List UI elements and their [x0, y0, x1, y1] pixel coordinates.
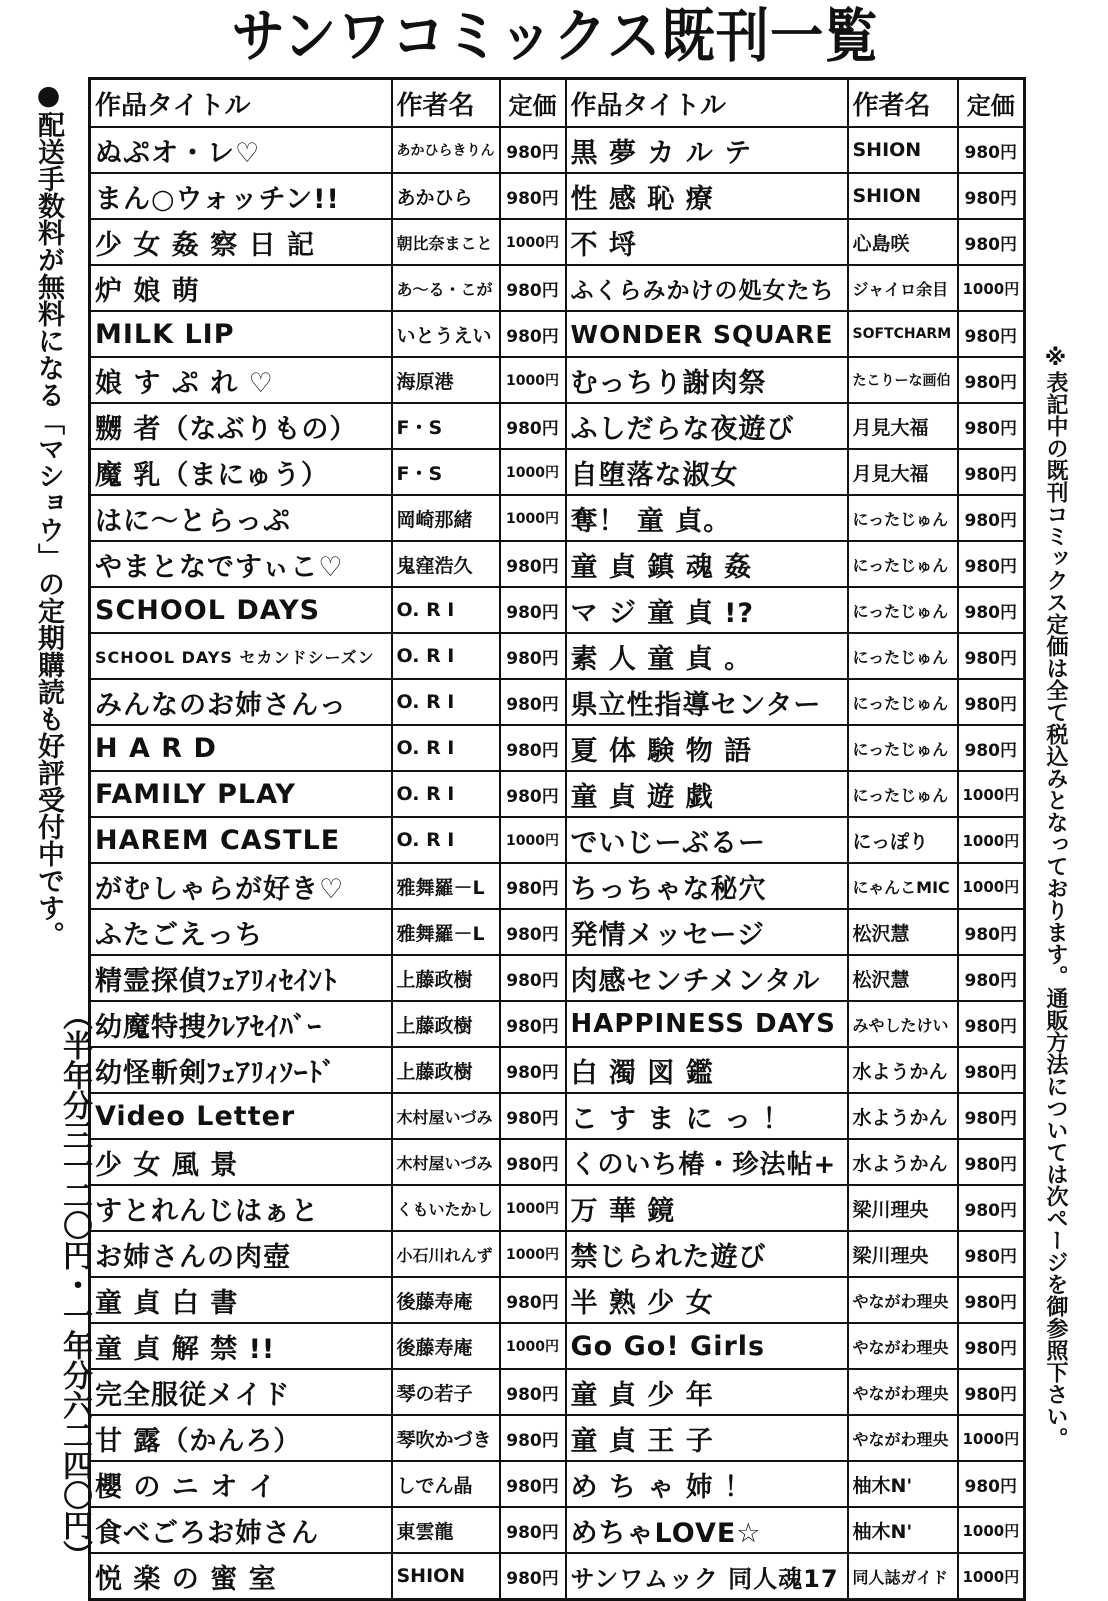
page-title: サンワコミックス既刊一覧 — [231, 2, 879, 70]
table-row — [90, 127, 1025, 173]
title-cell: 炉 娘 萌 — [90, 265, 392, 311]
title-cell: 娘 す ぷ れ ♡ — [90, 357, 392, 403]
price-cell: 980円 — [500, 587, 566, 633]
author-cell: F・S — [392, 449, 500, 495]
title-cell: でいじーぶるー — [566, 817, 848, 863]
author-cell: にゃんこMIC — [848, 863, 958, 909]
author-cell: あ～る・こが — [392, 265, 500, 311]
table-row — [90, 311, 1025, 357]
comics-catalog-table — [88, 77, 1026, 1601]
author-cell: やながわ理央 — [848, 1277, 958, 1323]
header-price: 定価 — [500, 79, 566, 128]
title-cell: 不 埒 — [566, 219, 848, 265]
price-cell: 980円 — [958, 1093, 1025, 1139]
author-cell: にったじゅん — [848, 587, 958, 633]
author-cell: 松沢慧 — [848, 955, 958, 1001]
author-cell: 心島咲 — [848, 219, 958, 265]
title-cell: ぬぷオ・レ♡ — [90, 127, 392, 173]
author-cell: たこりーな画伯 — [848, 357, 958, 403]
title-cell: 幼怪斬剣ﾌｪｱﾘｨｿｰﾄﾞ — [90, 1047, 392, 1093]
author-cell: 水ようかん — [848, 1047, 958, 1093]
price-cell: 980円 — [500, 1461, 566, 1507]
author-cell: 雅舞羅－L — [392, 909, 500, 955]
price-cell: 1000円 — [500, 817, 566, 863]
author-cell: にったじゅん — [848, 725, 958, 771]
price-cell: 1000円 — [958, 1507, 1025, 1553]
title-cell: ふたごえっち — [90, 909, 392, 955]
table-row — [90, 541, 1025, 587]
title-cell: 発情メッセージ — [566, 909, 848, 955]
price-cell: 980円 — [500, 1507, 566, 1553]
tax-and-mailorder-note: ※表記中の既刊コミックス定価は全て税込みとなっております。通販方法については次ページを御参照下さい。 — [1043, 346, 1068, 1449]
title-cell: H A R D — [90, 725, 392, 771]
price-cell: 980円 — [500, 1369, 566, 1415]
author-cell: 岡崎那緒 — [392, 495, 500, 541]
author-cell: O. R I — [392, 633, 500, 679]
author-cell: O. R I — [392, 817, 500, 863]
table-row — [90, 863, 1025, 909]
title-cell: 奪！ 童 貞。 — [566, 495, 848, 541]
table-row — [90, 633, 1025, 679]
price-cell: 1000円 — [500, 495, 566, 541]
table-row — [90, 1001, 1025, 1047]
price-cell: 980円 — [958, 909, 1025, 955]
title-cell: HAREM CASTLE — [90, 817, 392, 863]
price-cell: 1000円 — [958, 817, 1025, 863]
title-cell: 幼魔特捜ｸﾚｱｾｲﾊﾞｰ — [90, 1001, 392, 1047]
author-cell: 海原港 — [392, 357, 500, 403]
title-cell: マ ジ 童 貞 !? — [566, 587, 848, 633]
author-cell: SOFTCHARM — [848, 311, 958, 357]
price-cell: 980円 — [500, 679, 566, 725]
price-cell: 980円 — [500, 771, 566, 817]
table-row — [90, 1231, 1025, 1277]
author-cell: F・S — [392, 403, 500, 449]
author-cell: にったじゅん — [848, 771, 958, 817]
price-cell: 980円 — [958, 587, 1025, 633]
title-cell: SCHOOL DAYS セカンドシーズン — [90, 633, 392, 679]
table-row — [90, 1369, 1025, 1415]
title-cell: 禁じられた遊び — [566, 1231, 848, 1277]
title-cell: ふしだらな夜遊び — [566, 403, 848, 449]
table-row — [90, 1093, 1025, 1139]
subscription-price-note: （半年分三一二〇円・一年分六二四〇円） — [57, 1000, 92, 1570]
author-cell: 梁川理央 — [848, 1231, 958, 1277]
author-cell: 東雲龍 — [392, 1507, 500, 1553]
title-cell: すとれんじはぁと — [90, 1185, 392, 1231]
title-cell: 甘 露（かんろ） — [90, 1415, 392, 1461]
title-cell: め ち ゃ 姉 ！ — [566, 1461, 848, 1507]
table-row — [90, 1461, 1025, 1507]
price-cell: 980円 — [500, 173, 566, 219]
title-cell: ちっちゃな秘穴 — [566, 863, 848, 909]
author-cell: みやしたけい — [848, 1001, 958, 1047]
price-cell: 980円 — [958, 1139, 1025, 1185]
price-cell: 980円 — [958, 1277, 1025, 1323]
subscription-note — [26, 80, 70, 948]
author-cell: 月見大福 — [848, 403, 958, 449]
author-cell: にったじゅん — [848, 679, 958, 725]
price-cell: 980円 — [958, 1369, 1025, 1415]
table-row — [90, 173, 1025, 219]
price-cell: 980円 — [500, 1277, 566, 1323]
price-cell: 980円 — [958, 449, 1025, 495]
price-cell: 1000円 — [500, 1185, 566, 1231]
price-cell: 980円 — [958, 1185, 1025, 1231]
title-cell: HAPPINESS DAYS — [566, 1001, 848, 1047]
author-cell: 水ようかん — [848, 1139, 958, 1185]
author-cell: にったじゅん — [848, 633, 958, 679]
table-row — [90, 679, 1025, 725]
table-row — [90, 725, 1025, 771]
price-cell: 980円 — [958, 403, 1025, 449]
title-cell: こ す ま に っ ！ — [566, 1093, 848, 1139]
title-cell: 白 濁 図 鑑 — [566, 1047, 848, 1093]
title-cell: 県立性指導センター — [566, 679, 848, 725]
header-author: 作者名 — [392, 79, 500, 128]
title-cell: Video Letter — [90, 1093, 392, 1139]
table-row — [90, 909, 1025, 955]
price-cell: 980円 — [500, 1415, 566, 1461]
price-cell: 980円 — [500, 541, 566, 587]
title-cell: はに～とらっぷ — [90, 495, 392, 541]
author-cell: SHION — [392, 1553, 500, 1600]
author-cell: 朝比奈まこと — [392, 219, 500, 265]
title-cell: 黒 夢 カ ル テ — [566, 127, 848, 173]
title-cell: 完全服従メイド — [90, 1369, 392, 1415]
price-cell: 1000円 — [958, 1415, 1025, 1461]
price-cell: 1000円 — [500, 449, 566, 495]
title-cell: 食べごろお姉さん — [90, 1507, 392, 1553]
title-cell: FAMILY PLAY — [90, 771, 392, 817]
table-row — [90, 495, 1025, 541]
title-cell: がむしゃらが好き♡ — [90, 863, 392, 909]
author-cell: 柚木N' — [848, 1461, 958, 1507]
price-cell: 980円 — [958, 495, 1025, 541]
author-cell: しでん晶 — [392, 1461, 500, 1507]
price-cell: 980円 — [500, 725, 566, 771]
title-cell: 悦 楽 の 蜜 室 — [90, 1553, 392, 1600]
title-cell: 夏 体 験 物 語 — [566, 725, 848, 771]
author-cell: O. R I — [392, 725, 500, 771]
price-cell: 980円 — [500, 127, 566, 173]
price-cell: 980円 — [500, 909, 566, 955]
table-row — [90, 817, 1025, 863]
table-row — [90, 771, 1025, 817]
author-cell: 後藤寿庵 — [392, 1277, 500, 1323]
author-cell: 雅舞羅－L — [392, 863, 500, 909]
author-cell: 柚木N' — [848, 1507, 958, 1553]
price-cell: 980円 — [958, 357, 1025, 403]
price-cell: 980円 — [500, 311, 566, 357]
table-row — [90, 403, 1025, 449]
title-cell: 半 熟 少 女 — [566, 1277, 848, 1323]
title-cell: 性 感 恥 療 — [566, 173, 848, 219]
title-cell: 童 貞 解 禁 !! — [90, 1323, 392, 1369]
author-cell: 同人誌ガイド — [848, 1553, 958, 1600]
author-cell: 月見大福 — [848, 449, 958, 495]
author-cell: 後藤寿庵 — [392, 1323, 500, 1369]
author-cell: 琴吹かづき — [392, 1415, 500, 1461]
price-cell: 980円 — [500, 1001, 566, 1047]
price-cell: 980円 — [500, 863, 566, 909]
price-cell: 1000円 — [958, 1553, 1025, 1600]
author-cell: 木村屋いづみ — [392, 1093, 500, 1139]
author-cell: やながわ理央 — [848, 1323, 958, 1369]
author-cell: 上藤政樹 — [392, 1001, 500, 1047]
title-cell: 少 女 姦 察 日 記 — [90, 219, 392, 265]
title-cell: 少 女 風 景 — [90, 1139, 392, 1185]
title-cell: 自堕落な淑女 — [566, 449, 848, 495]
table-row — [90, 357, 1025, 403]
title-cell: 童 貞 白 書 — [90, 1277, 392, 1323]
author-cell: 松沢慧 — [848, 909, 958, 955]
title-cell: 万 華 鏡 — [566, 1185, 848, 1231]
title-cell: 嬲 者（なぶりもの） — [90, 403, 392, 449]
price-cell: 980円 — [958, 1323, 1025, 1369]
price-cell: 980円 — [500, 955, 566, 1001]
price-cell: 980円 — [958, 725, 1025, 771]
title-cell: 童 貞 王 子 — [566, 1415, 848, 1461]
author-cell: にっぽり — [848, 817, 958, 863]
title-cell: むっちり謝肉祭 — [566, 357, 848, 403]
price-cell: 980円 — [958, 679, 1025, 725]
header-title: 作品タイトル — [566, 79, 848, 128]
table-row — [90, 265, 1025, 311]
author-cell: 水ようかん — [848, 1093, 958, 1139]
price-cell: 980円 — [500, 1093, 566, 1139]
price-cell: 980円 — [500, 265, 566, 311]
title-cell: 童 貞 鎮 魂 姦 — [566, 541, 848, 587]
author-cell: ジャイロ余目 — [848, 265, 958, 311]
title-cell: サンワムック 同人魂17 — [566, 1553, 848, 1600]
price-cell: 980円 — [958, 955, 1025, 1001]
subscription-note-line: ●配送手数料が無料になる「マショウ」の定期購読も好評受付中です。 — [33, 80, 64, 948]
author-cell: 琴の若子 — [392, 1369, 500, 1415]
price-cell: 980円 — [500, 1139, 566, 1185]
author-cell: やながわ理央 — [848, 1415, 958, 1461]
price-cell: 980円 — [958, 541, 1025, 587]
price-cell: 1000円 — [500, 219, 566, 265]
table-row — [90, 1507, 1025, 1553]
header-price: 定価 — [958, 79, 1025, 128]
author-cell: やながわ理央 — [848, 1369, 958, 1415]
price-cell: 980円 — [958, 219, 1025, 265]
title-cell: ふくらみかけの処女たち — [566, 265, 848, 311]
price-cell: 980円 — [958, 1461, 1025, 1507]
author-cell: にったじゅん — [848, 495, 958, 541]
title-cell: 素 人 童 貞 。 — [566, 633, 848, 679]
price-cell: 1000円 — [500, 1323, 566, 1369]
title-cell: 肉感センチメンタル — [566, 955, 848, 1001]
author-cell: SHION — [848, 173, 958, 219]
author-cell: 小石川れんず — [392, 1231, 500, 1277]
table-row — [90, 1185, 1025, 1231]
author-cell: 鬼窪浩久 — [392, 541, 500, 587]
author-cell: にったじゅん — [848, 541, 958, 587]
table-row — [90, 1553, 1025, 1600]
title-cell: MILK LIP — [90, 311, 392, 357]
table-row — [90, 449, 1025, 495]
price-cell: 980円 — [958, 1231, 1025, 1277]
author-cell: 梁川理央 — [848, 1185, 958, 1231]
price-cell: 980円 — [958, 1047, 1025, 1093]
author-cell: 上藤政樹 — [392, 1047, 500, 1093]
author-cell: くもいたかし — [392, 1185, 500, 1231]
table-row — [90, 587, 1025, 633]
title-cell: Go Go! Girls — [566, 1323, 848, 1369]
table-header-row — [90, 79, 1025, 128]
title-cell: めちゃLOVE☆ — [566, 1507, 848, 1553]
price-cell: 980円 — [500, 1553, 566, 1600]
price-cell: 980円 — [958, 311, 1025, 357]
price-cell: 980円 — [958, 173, 1025, 219]
table-row — [90, 1277, 1025, 1323]
author-cell: O. R I — [392, 587, 500, 633]
author-cell: あかひら — [392, 173, 500, 219]
title-cell: SCHOOL DAYS — [90, 587, 392, 633]
header-title: 作品タイトル — [90, 79, 392, 128]
author-cell: O. R I — [392, 771, 500, 817]
table-row — [90, 1323, 1025, 1369]
title-cell: WONDER SQUARE — [566, 311, 848, 357]
title-cell: 童 貞 遊 戯 — [566, 771, 848, 817]
table-row — [90, 1047, 1025, 1093]
author-cell: SHION — [848, 127, 958, 173]
table-row — [90, 219, 1025, 265]
price-cell: 980円 — [958, 1001, 1025, 1047]
title-cell: 童 貞 少 年 — [566, 1369, 848, 1415]
title-cell: 精霊探偵ﾌｪｱﾘｨｾｲﾝﾄ — [90, 955, 392, 1001]
author-cell: O. R I — [392, 679, 500, 725]
price-cell: 980円 — [500, 403, 566, 449]
title-cell: まん○ウォッチン!! — [90, 173, 392, 219]
price-cell: 980円 — [958, 633, 1025, 679]
price-cell: 1000円 — [958, 771, 1025, 817]
title-cell: やまとなですぃこ♡ — [90, 541, 392, 587]
author-cell: あかひらきりん — [392, 127, 500, 173]
title-cell: お姉さんの肉壺 — [90, 1231, 392, 1277]
price-cell: 980円 — [500, 1047, 566, 1093]
table-row — [90, 955, 1025, 1001]
title-cell: 櫻 の ニ オ イ — [90, 1461, 392, 1507]
title-cell: くのいち椿・珍法帖+ — [566, 1139, 848, 1185]
price-cell: 1000円 — [958, 265, 1025, 311]
header-author: 作者名 — [848, 79, 958, 128]
author-cell: 上藤政樹 — [392, 955, 500, 1001]
title-cell: 魔 乳（まにゅう） — [90, 449, 392, 495]
table-row — [90, 1415, 1025, 1461]
table-row — [90, 1139, 1025, 1185]
price-cell: 980円 — [958, 127, 1025, 173]
author-cell: いとうえい — [392, 311, 500, 357]
price-cell: 980円 — [500, 633, 566, 679]
price-cell: 1000円 — [958, 863, 1025, 909]
author-cell: 木村屋いづみ — [392, 1139, 500, 1185]
price-cell: 1000円 — [500, 1231, 566, 1277]
price-cell: 1000円 — [500, 357, 566, 403]
title-cell: みんなのお姉さんっ — [90, 679, 392, 725]
